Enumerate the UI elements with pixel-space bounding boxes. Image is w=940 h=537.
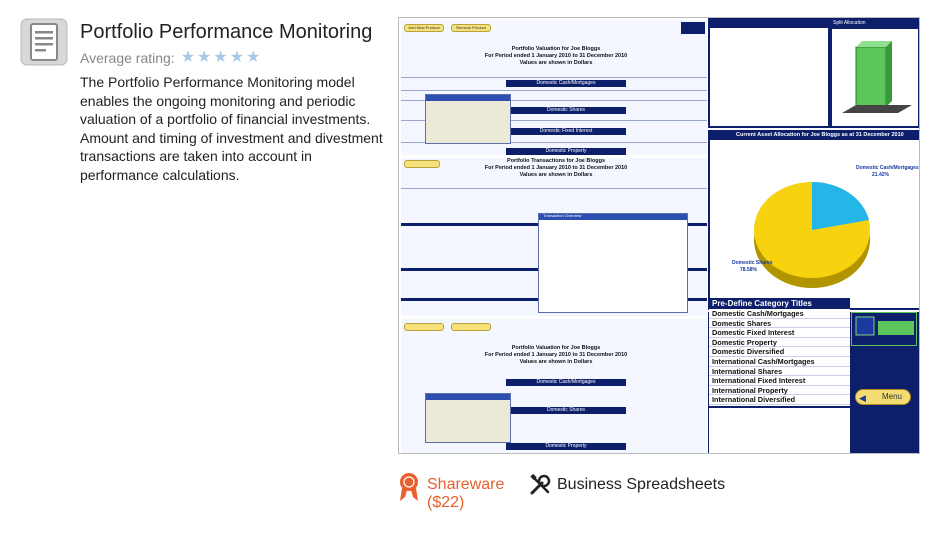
star-icon: ★ [246, 49, 261, 66]
category-item: Domestic Fixed Interest [709, 328, 850, 338]
category-item: International Diversified [709, 395, 850, 405]
star-icon: ★ [197, 49, 212, 66]
category-item: Domestic Property [709, 338, 850, 348]
ribbon-icon [398, 472, 420, 507]
remove-product-button: Remove Product [451, 24, 491, 32]
allocation-pie-panel [708, 130, 920, 310]
star-icon: ★ [180, 49, 196, 66]
valuation-pane-bottom: Portfolio Valuation for Joe Bloggs For Period ended 1 January 2010 to 31 December 2010 Values are shown in Dollars Domestic Cash/Mortgages Domestic Shares Domestic Property [401, 319, 707, 453]
category-item: International Cash/Mortgages [709, 357, 850, 367]
pie-value-cash: 21.42% [872, 172, 889, 178]
arrow-left-icon: ◀ [859, 393, 866, 403]
pie-label-shares: Domestic Shares [732, 260, 773, 266]
category-item: Domestic Shares [709, 319, 850, 329]
category-item: Domestic Diversified [709, 347, 850, 357]
category-item: Domestic Cash/Mortgages [709, 309, 850, 319]
category-titles-panel [709, 298, 850, 406]
add-product-dialog [425, 94, 511, 144]
pie-value-shares: 78.58% [740, 267, 757, 273]
category-name[interactable]: Business Spreadsheets [557, 476, 726, 493]
valuation-period: For Period ended 1 January 2010 to 31 December 2010 [484, 53, 628, 59]
transactions-title: Portfolio Transactions for Joe Bloggs [506, 158, 606, 164]
brand-logo-icon [851, 312, 917, 346]
license-type: Shareware [427, 476, 505, 493]
band-domestic-shares: Domestic Shares [506, 107, 626, 114]
category-panel-title: Pre-Define Category Titles [709, 298, 850, 309]
add-transaction-button [404, 160, 440, 168]
add-product-button: Add New Product [404, 24, 444, 32]
band-domestic-property: Domestic Property [506, 148, 626, 155]
valuation-title: Portfolio Valuation for Joe Bloggs [511, 46, 601, 52]
pie-label-cash: Domestic Cash/Mortgages [856, 165, 919, 171]
rating-row [80, 50, 260, 66]
band-domestic-fixed: Domestic Fixed Interest [506, 128, 626, 135]
category-item: International Property [709, 386, 850, 396]
transaction-overview-dialog: Transaction Overview [538, 213, 688, 313]
valuation-pane-top [401, 20, 707, 155]
allocation-table-panel: Split Allocation [708, 18, 920, 128]
product-screenshot[interactable] [398, 17, 920, 454]
tools-icon [529, 474, 551, 501]
transactions-period: For Period ended 1 January 2010 to 31 December 2010 [484, 165, 628, 171]
license-price: ($22) [427, 494, 465, 511]
allocation-header: Current Asset Allocation for Joe Bloggs as at 31 December 2010 [736, 132, 904, 138]
band-domestic-cash: Domestic Cash/Mortgages [506, 80, 626, 87]
star-icon: ★ [229, 49, 245, 66]
app-title: Portfolio Performance Monitoring [80, 21, 373, 43]
category-item: International Shares [709, 367, 850, 377]
menu-button: Menu [855, 389, 911, 405]
transactions-pane [401, 158, 707, 316]
app-description: The Portfolio Performance Monitoring model enables the ongoing monitoring and periodic valuation of a portfolio of financial investments. Amount and timing of investment and divestment transactions are taken into account in performance calculations. [80, 74, 383, 183]
rating-stars [181, 50, 261, 66]
rating-label: Average rating: [80, 50, 175, 66]
transactions-units: Values are shown in Dollars [519, 172, 593, 178]
valuation-units: Values are shown in Dollars [519, 60, 593, 66]
star-icon: ★ [213, 49, 228, 66]
app-file-icon [20, 18, 68, 66]
category-item: International Fixed Interest [709, 376, 850, 386]
